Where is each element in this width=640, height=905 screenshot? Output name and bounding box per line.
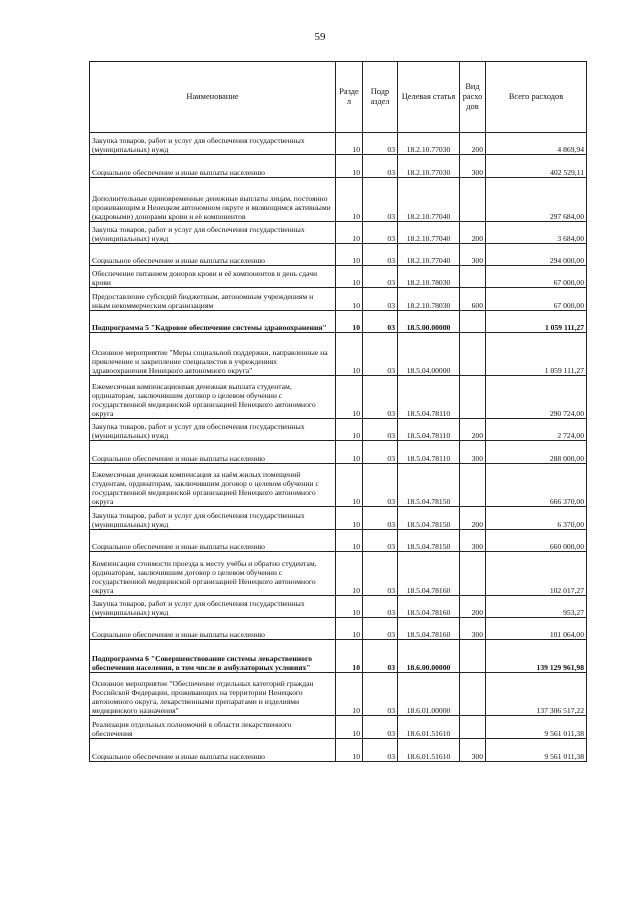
row-expense-type [460, 716, 486, 739]
row-target-article: 18.5.00.00000 [398, 311, 460, 333]
row-total: 666 370,00 [486, 464, 587, 507]
row-target-article: 18.6.01.00000 [398, 673, 460, 716]
row-section: 10 [336, 333, 363, 376]
row-section: 10 [336, 640, 363, 673]
row-expense-type [460, 464, 486, 507]
row-target-article: 18.5.04.78160 [398, 596, 460, 618]
row-target-article: 18.2.10.77030 [398, 133, 460, 155]
row-total: 137 306 517,22 [486, 673, 587, 716]
row-expense-type: 300 [460, 739, 486, 762]
row-name: Подпрограмма 6 "Совершенствование системы лекарственного обеспечения населения, в том числе в амбулаторных условиях" [90, 640, 336, 673]
row-total: 101 064,00 [486, 618, 587, 640]
row-section: 10 [336, 716, 363, 739]
row-total: 2 724,00 [486, 419, 587, 441]
page-number: 59 [314, 31, 326, 43]
row-subsection: 03 [363, 618, 398, 640]
row-total: 4 869,94 [486, 133, 587, 155]
header-section: Разде л [336, 62, 363, 133]
row-target-article: 18.5.04.78160 [398, 552, 460, 596]
table-row [90, 178, 587, 222]
row-subsection: 03 [363, 376, 398, 419]
row-name: Основное мероприятие "Меры социальной поддержки, направленные на привлечение и закрепление специалистов в учреждениях здравоохранения Ненецкого автономного округа" [90, 333, 336, 376]
row-expense-type: 200 [460, 133, 486, 155]
row-subsection: 03 [363, 266, 398, 288]
row-section: 10 [336, 530, 363, 552]
table-row [90, 155, 587, 178]
row-subsection: 03 [363, 133, 398, 155]
row-target-article: 18.5.04.78110 [398, 419, 460, 441]
row-total: 297 684,00 [486, 178, 587, 222]
row-section: 10 [336, 244, 363, 266]
row-subsection: 03 [363, 441, 398, 464]
row-section: 10 [336, 376, 363, 419]
row-section: 10 [336, 441, 363, 464]
row-subsection: 03 [363, 673, 398, 716]
row-expense-type: 300 [460, 530, 486, 552]
row-total: 67 000,00 [486, 288, 587, 311]
row-target-article: 18.5.04.78160 [398, 618, 460, 640]
row-section: 10 [336, 266, 363, 288]
row-name: Предоставление субсидий бюджетным, автономным учреждениям и иным некоммерческим организациям [90, 288, 336, 311]
row-subsection: 03 [363, 178, 398, 222]
row-name: Закупка товаров, работ и услуг для обеспечения государственных (муниципальных) нужд [90, 419, 336, 441]
row-total: 9 561 011,38 [486, 716, 587, 739]
row-name: Социальное обеспечение и иные выплаты населению [90, 441, 336, 464]
row-subsection: 03 [363, 596, 398, 618]
table-row [90, 376, 587, 419]
row-total: 290 724,00 [486, 376, 587, 419]
row-total: 288 000,00 [486, 441, 587, 464]
row-name: Подпрограмма 5 "Кадровое обеспечение системы здравоохранения" [90, 311, 336, 333]
row-target-article: 18.2.10.77040 [398, 244, 460, 266]
row-subsection: 03 [363, 716, 398, 739]
row-total: 139 129 961,98 [486, 640, 587, 673]
row-target-article: 18.5.04.78150 [398, 507, 460, 530]
table-row [90, 133, 587, 155]
row-section: 10 [336, 618, 363, 640]
row-name: Дополнительные единовременные денежные выплаты лицам, постоянно проживающим в Ненецком автономном округе и являющимся активными (кадровыми) донорами крови и её компонентов [90, 178, 336, 222]
row-target-article: 18.2.10.78030 [398, 266, 460, 288]
row-section: 10 [336, 311, 363, 333]
row-target-article: 18.5.04.78110 [398, 376, 460, 419]
table-row [90, 716, 587, 739]
row-name: Социальное обеспечение и иные выплаты населению [90, 739, 336, 762]
row-subsection: 03 [363, 311, 398, 333]
row-section: 10 [336, 464, 363, 507]
row-section: 10 [336, 739, 363, 762]
row-target-article: 18.6.00.00000 [398, 640, 460, 673]
row-section: 10 [336, 419, 363, 441]
row-section: 10 [336, 155, 363, 178]
row-target-article: 18.5.04.78150 [398, 464, 460, 507]
row-name: Ежемесячная денежная компенсация за наём жилых помещений студентам, ординаторам, заключившим договор о целевом обучении с государственной медицинской организацией Ненецкого автономного округа [90, 464, 336, 507]
table-row [90, 596, 587, 618]
table-row [90, 739, 587, 762]
row-subsection: 03 [363, 507, 398, 530]
row-name: Социальное обеспечение и иные выплаты населению [90, 530, 336, 552]
row-name: Закупка товаров, работ и услуг для обеспечения государственных (муниципальных) нужд [90, 133, 336, 155]
row-total: 67 000,00 [486, 266, 587, 288]
row-expense-type [460, 552, 486, 596]
row-total: 294 000,00 [486, 244, 587, 266]
row-section: 10 [336, 596, 363, 618]
row-section: 10 [336, 288, 363, 311]
row-target-article: 18.2.10.78030 [398, 288, 460, 311]
row-target-article: 18.5.04.78150 [398, 530, 460, 552]
row-target-article: 18.5.04.00000 [398, 333, 460, 376]
row-total: 660 000,00 [486, 530, 587, 552]
row-subsection: 03 [363, 333, 398, 376]
row-name: Социальное обеспечение и иные выплаты населению [90, 244, 336, 266]
row-section: 10 [336, 552, 363, 596]
table-row [90, 464, 587, 507]
row-subsection: 03 [363, 155, 398, 178]
row-expense-type [460, 376, 486, 419]
row-subsection: 03 [363, 530, 398, 552]
row-total: 9 561 011,38 [486, 739, 587, 762]
table-row [90, 618, 587, 640]
row-name: Социальное обеспечение и иные выплаты населению [90, 618, 336, 640]
row-target-article: 18.2.10.77030 [398, 155, 460, 178]
row-section: 10 [336, 507, 363, 530]
table-row [90, 419, 587, 441]
table-row [90, 222, 587, 244]
row-expense-type [460, 266, 486, 288]
table-row [90, 640, 587, 673]
row-expense-type: 200 [460, 507, 486, 530]
row-expense-type: 200 [460, 222, 486, 244]
row-target-article: 18.5.04.78110 [398, 441, 460, 464]
row-subsection: 03 [363, 288, 398, 311]
row-section: 10 [336, 673, 363, 716]
row-name: Закупка товаров, работ и услуг для обеспечения государственных (муниципальных) нужд [90, 596, 336, 618]
row-subsection: 03 [363, 244, 398, 266]
table-row [90, 507, 587, 530]
row-expense-type [460, 311, 486, 333]
row-total: 1 059 111,27 [486, 311, 587, 333]
row-subsection: 03 [363, 419, 398, 441]
table-row [90, 311, 587, 333]
row-section: 10 [336, 133, 363, 155]
row-expense-type [460, 673, 486, 716]
header-target-article: Целевая статья [398, 62, 460, 133]
table-row [90, 288, 587, 311]
row-name: Обеспечение питанием доноров крови и её компонентов в день сдачи крови [90, 266, 336, 288]
header-total: Всего расходов [486, 62, 587, 133]
row-section: 10 [336, 222, 363, 244]
row-target-article: 18.6.01.51610 [398, 716, 460, 739]
table-row [90, 266, 587, 288]
table-row [90, 244, 587, 266]
row-name: Ежемесячная компенсационная денежная выплата студентам, ординаторам, заключившим договор о целевом обучении с государственной медицинской организацией Ненецкого автономного округа [90, 376, 336, 419]
row-target-article: 18.2.10.77040 [398, 222, 460, 244]
row-subsection: 03 [363, 464, 398, 507]
row-target-article: 18.2.10.77040 [398, 178, 460, 222]
row-expense-type [460, 640, 486, 673]
row-expense-type [460, 333, 486, 376]
row-expense-type: 300 [460, 618, 486, 640]
expenditure-table [89, 61, 587, 762]
row-subsection: 03 [363, 640, 398, 673]
row-section: 10 [336, 178, 363, 222]
row-expense-type: 300 [460, 441, 486, 464]
table-row [90, 441, 587, 464]
row-name: Реализация отдельных полномочий в области лекарственного обеспечения [90, 716, 336, 739]
row-expense-type [460, 178, 486, 222]
row-subsection: 03 [363, 739, 398, 762]
row-total: 6 370,00 [486, 507, 587, 530]
row-name: Компенсация стоимости проезда к месту учёбы и обратно студентам, ординаторам, заключившим договор о целевом обучении с государственной медицинской организацией Ненецкого автономного округа [90, 552, 336, 596]
table-row [90, 552, 587, 596]
table-row [90, 530, 587, 552]
row-name: Закупка товаров, работ и услуг для обеспечения государственных (муниципальных) нужд [90, 507, 336, 530]
row-expense-type: 300 [460, 155, 486, 178]
header-subsection: Подр аздел [363, 62, 398, 133]
header-name: Наименование [90, 62, 336, 133]
row-expense-type: 600 [460, 288, 486, 311]
row-name: Закупка товаров, работ и услуг для обеспечения государственных (муниципальных) нужд [90, 222, 336, 244]
row-total: 102 017,27 [486, 552, 587, 596]
row-subsection: 03 [363, 552, 398, 596]
row-total: 3 684,00 [486, 222, 587, 244]
row-expense-type: 300 [460, 244, 486, 266]
row-expense-type: 200 [460, 419, 486, 441]
row-expense-type: 200 [460, 596, 486, 618]
table-row [90, 673, 587, 716]
row-name: Основное мероприятие "Обеспечение отдельных категорий граждан Российской Федерации, проживающих на территории Ненецкого автономного округа, лекарственными препаратами и изделиями медицинского назначения" [90, 673, 336, 716]
row-target-article: 18.6.01.51610 [398, 739, 460, 762]
header-expense-type: Вид расхо дов [460, 62, 486, 133]
header-row [90, 62, 587, 133]
row-total: 953,27 [486, 596, 587, 618]
row-total: 1 059 111,27 [486, 333, 587, 376]
table-row [90, 333, 587, 376]
row-name: Социальное обеспечение и иные выплаты населению [90, 155, 336, 178]
row-total: 402 529,11 [486, 155, 587, 178]
row-subsection: 03 [363, 222, 398, 244]
